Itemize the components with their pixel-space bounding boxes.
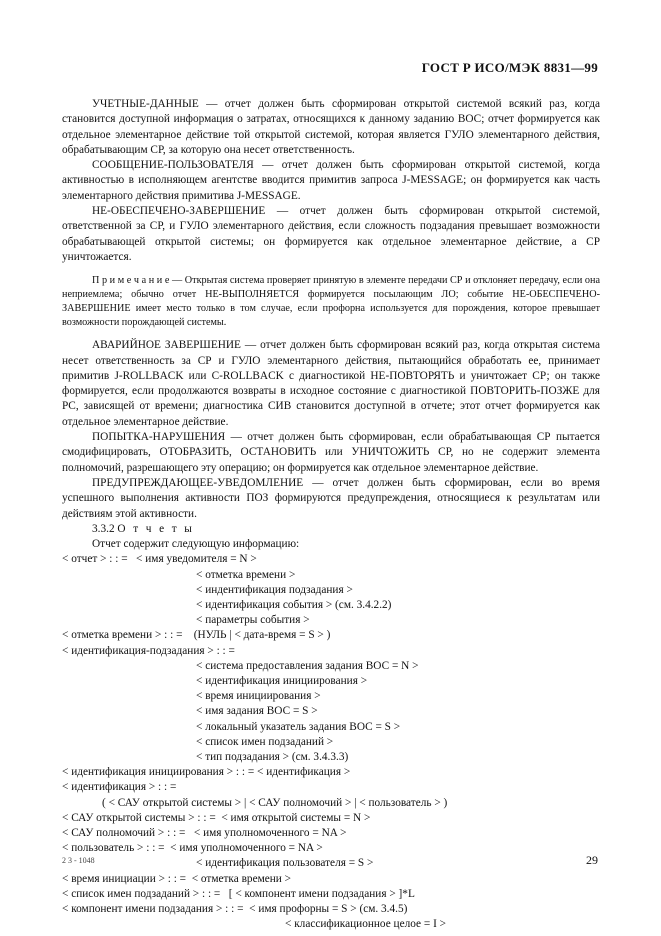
- grammar-block: [62, 552, 600, 932]
- grammar-line: < список имен подзаданий > : : = [ < компонент имени подзадания > ]*L: [62, 887, 415, 900]
- term: ПРЕДУПРЕЖДАЮЩЕЕ-УВЕДОМЛЕНИЕ: [92, 476, 304, 489]
- paragraph: ПОПЫТКА-НАРУШЕНИЯ — отчет должен быть сформирован, если обрабатывающая СР пытается смодифицировать, ОТОБРАЗИТЬ, ОСТАНОВИТЬ или УНИЧТОЖИТЬ СР, но не содержит элемента полномочий, разрешающего эту операцию; он формируется как отдельное элементарное действие.: [62, 431, 600, 474]
- paragraph: ПРЕДУПРЕЖДАЮЩЕЕ-УВЕДОМЛЕНИЕ — отчет должен быть сформирован, если во время успешного выполнения активности ПОЗ формируются предупреждения, относящиеся к результатам или действиям этой активности.: [62, 476, 600, 520]
- section-intro: Отчет содержит следующую информацию:: [92, 538, 300, 551]
- term: СООБЩЕНИЕ-ПОЛЬЗОВАТЕЛЯ: [92, 159, 254, 172]
- grammar-line: < идентификация инициирования >: [196, 675, 368, 688]
- grammar-line: < отчет > : : = < имя уведомителя = N >: [62, 553, 257, 566]
- print-code: 2 3 - 1048: [62, 856, 95, 865]
- grammar-line: ( < САУ открытой системы > | < САУ полномочий > | < пользователь > ): [102, 796, 448, 809]
- grammar-line: < список имен подзаданий >: [196, 735, 334, 748]
- grammar-line: < идентификация события > (см. 3.4.2.2): [196, 599, 392, 612]
- grammar-line: < система предоставления задания ВОС = N >: [196, 659, 419, 672]
- note-label: П р и м е ч а н и е: [92, 275, 170, 287]
- term: НЕ-ОБЕСПЕЧЕНО-ЗАВЕРШЕНИЕ: [92, 205, 266, 218]
- grammar-line: < идентификация > : : =: [62, 781, 177, 794]
- grammar-line: < идентификация пользователя = S >: [196, 857, 374, 870]
- paragraph: АВАРИЙНОЕ ЗАВЕРШЕНИЕ — отчет должен быть сформирован всякий раз, когда открытая система несет ответственность за СР и ГУЛО элементарного действия, пытающийся обработать ее, принимает примитив J-ROLLBACK или C-ROLLBACK с диагностикой НЕ-ПОВТОРЯТЬ и уничтожает СР; он также формируется, если продолжаются возвраты в исходное состояние с диагностикой ПОВТОРИТЬ-ПОЗЖЕ для PC, зависящей от времени; диагностика СИВ становится доступной в отчете; этот отчет формируется как отдельное элементарное действие.: [62, 339, 600, 428]
- grammar-line: < тип подзадания > (см. 3.4.3.3): [196, 751, 349, 764]
- page-number: 29: [586, 853, 598, 867]
- grammar-line: < отметка времени >: [196, 568, 296, 581]
- grammar-line: < САУ открытой системы > : : = < имя открытой системы = N >: [62, 811, 371, 824]
- section-number: 3.3.2: [92, 522, 115, 535]
- section-heading: [62, 522, 600, 537]
- grammar-line: < локальный указатель задания ВОС = S >: [196, 720, 401, 733]
- page-header: ГОСТ Р ИСО/МЭК 8831—99: [421, 60, 598, 75]
- term: ПОПЫТКА-НАРУШЕНИЯ: [92, 431, 226, 444]
- section-title: О т ч е т ы: [117, 522, 195, 535]
- paragraph: НЕ-ОБЕСПЕЧЕНО-ЗАВЕРШЕНИЕ — отчет должен быть сформирован открытой системой, ответственной за СР, и ГУЛО элементарного действия, если сложность подзадания превышает возможности обрабатывающей открытой системы; он формируется как отдельное элементарное действие, а СР уничтожается.: [62, 205, 600, 263]
- grammar-line: < компонент имени подзадания > : : = < имя профорны = S > (см. 3.4.5): [62, 903, 408, 916]
- grammar-line: < идентификация-подзадания > : : =: [62, 644, 235, 657]
- term: УЧЕТНЫЕ-ДАННЫЕ: [92, 98, 199, 110]
- grammar-line: < отметка времени > : : = (НУЛЬ | < дата-время = S > ): [62, 629, 331, 642]
- grammar-line: < пользователь > : : = < имя уполномоченного = NA >: [62, 842, 323, 855]
- note: П р и м е ч а н и е — Открытая система проверяет принятую в элементе передачи СР и отклоняет передачу, если она неприемлема; обычно отчет НЕ-ВЫПОЛНЯЕТСЯ формируется посылающим ЛО; событие НЕ-ОБЕСПЕЧЕНО-ЗАВЕРШЕНИЕ имеет место только в том случае, если профорна используется для порождения, которое превышает возможности порождающей системы.: [62, 275, 600, 329]
- grammar-line: < время инициирования >: [196, 690, 321, 703]
- term: АВАРИЙНОЕ ЗАВЕРШЕНИЕ: [92, 339, 241, 352]
- grammar-line: < параметры события >: [196, 614, 310, 627]
- grammar-line: < САУ полномочий > : : = < имя уполномоченного = NA >: [62, 827, 347, 840]
- grammar-line: < идентификация инициирования > : : = < идентификация >: [62, 766, 351, 779]
- grammar-line: < время инициации > : : = < отметка времени >: [62, 872, 292, 885]
- paragraph: УЧЕТНЫЕ-ДАННЫЕ — отчет должен быть сформирован открытой системой всякий раз, когда становится доступной информация о затратах, относящихся к данному заданию ВОС; отчет формируется как отдельное элементарное действие той открытой системой, которая является ГУЛО элементарного действия, обрабатывающим СР, за которую она несет ответственность.: [62, 98, 600, 156]
- grammar-line: < имя задания ВОС = S >: [196, 705, 318, 718]
- grammar-line: < индентификация подзадания >: [196, 583, 353, 596]
- page-body: [62, 97, 600, 933]
- grammar-line: < классификационное целое = I >: [285, 918, 447, 931]
- paragraph: СООБЩЕНИЕ-ПОЛЬЗОВАТЕЛЯ — отчет должен быть сформирован открытой системой, когда активностью в исполняющем агентстве вводится примитив запроса J-MESSAGE; он формируется как часть элементарного действия примитива J-MESSAGE.: [62, 159, 600, 202]
